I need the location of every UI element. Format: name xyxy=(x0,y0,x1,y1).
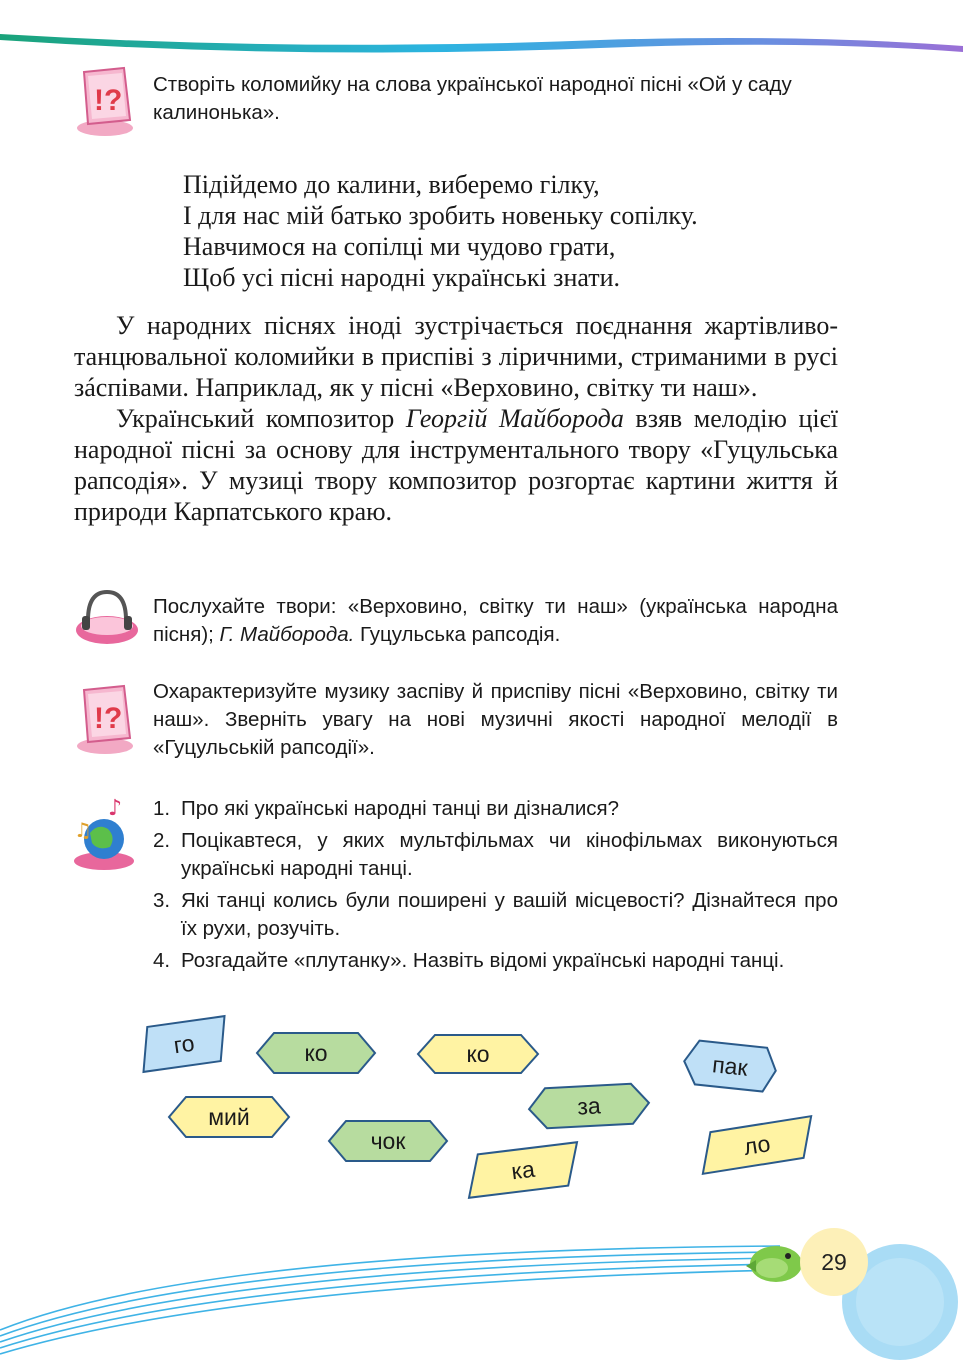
svg-text:♫: ♫ xyxy=(74,818,92,842)
item-number: 4. xyxy=(153,949,171,972)
syllable-tile xyxy=(527,1082,651,1130)
syllable-text: пак xyxy=(711,1050,749,1081)
syllable-tile xyxy=(328,1120,448,1162)
questions-list xyxy=(153,795,838,979)
poem xyxy=(183,169,698,293)
item-number: 2. xyxy=(153,829,171,852)
text: взяв мелодію цієї народної пісні за основу для інструментального твору «Гуцульська рапсодія». У музиці твору композитор розгортає картини життя й природи Карпатського краю. xyxy=(74,404,838,526)
main-text xyxy=(74,310,838,527)
syllable-text: ло xyxy=(741,1129,773,1160)
svg-text:♪: ♪ xyxy=(108,796,123,821)
page-number: 29 xyxy=(821,1249,847,1275)
question-book-icon xyxy=(72,64,138,138)
question-book-icon xyxy=(72,682,138,756)
item-text: Розгадайте «плутанку». Назвіть відомі українські народні танці. xyxy=(181,949,785,972)
list-item xyxy=(153,795,838,823)
author-name: Г. Майборода. xyxy=(219,623,355,646)
item-text: Які танці колись були поширені у вашій місцевості? Дізнайтеся про їх рухи, розучіть. xyxy=(181,889,838,940)
list-item xyxy=(153,827,838,883)
syllable-tile xyxy=(168,1096,290,1138)
list-item xyxy=(153,947,838,975)
syllable-text: за xyxy=(576,1091,602,1120)
syllable-text: ко xyxy=(304,1039,328,1066)
text: Гуцульська рапсодія. xyxy=(354,623,561,646)
globe-music-icon xyxy=(68,793,138,873)
listen-task xyxy=(153,593,838,649)
poem-line: Навчимося на сопілці ми чудово грати, xyxy=(183,232,616,261)
top-banner xyxy=(0,0,963,60)
composer-name: Георгій Майборода xyxy=(405,404,624,433)
list-item xyxy=(153,887,838,943)
item-text: Поцікавтеся, у яких мультфільмах чи кінофільмах виконуються українські народні танці. xyxy=(181,829,838,880)
svg-text:!?: !? xyxy=(94,702,123,735)
syllable-tile xyxy=(462,1141,584,1199)
item-number: 1. xyxy=(153,797,171,820)
syllable-tile xyxy=(417,1034,539,1074)
text: Послухайте твори: «Верховино, світку ти наш» (українська народна пісня); xyxy=(153,595,838,646)
syllable-text: мий xyxy=(208,1103,250,1130)
text: Український композитор xyxy=(116,404,406,433)
task-create-kolomyika: Створіть коломийку на слова української народної пісні «Ой у саду калинонька». xyxy=(153,73,792,124)
task-characterize: Охарактеризуйте музику заспіву й приспіву пісні «Верховино, світку ти наш». Зверніть увагу на нові музичні якості народної мелодії в «Гуцульській рапсодії». xyxy=(153,680,838,759)
syllable-text: ка xyxy=(509,1155,537,1184)
paragraph-composer xyxy=(74,403,838,527)
item-text: Про які українські народні танці ви дізналися? xyxy=(181,797,620,820)
poem-line: Підійдемо до калини, виберемо гілку, xyxy=(183,170,600,199)
bird-icon xyxy=(742,1236,808,1286)
syllable-tile xyxy=(256,1032,376,1074)
svg-text:!?: !? xyxy=(94,84,123,117)
syllable-text: го xyxy=(171,1029,196,1058)
syllable-tile xyxy=(133,1014,235,1075)
poem-line: Щоб усі пісні народні українські знати. xyxy=(183,263,620,292)
poem-line: І для нас мій батько зробить новеньку сопілку. xyxy=(183,201,698,230)
paragraph-kolomyika: У народних піснях іноді зустрічається поєднання жартівливо-танцювальної коломийки в приспіві з ліричними, стриманими в русі зáспівами. Наприклад, як у пісні «Верховино, світку ти наш». xyxy=(74,311,838,402)
syllable-tile xyxy=(694,1115,819,1175)
syllable-text: ко xyxy=(466,1040,490,1067)
syllable-tile xyxy=(681,1038,779,1094)
item-number: 3. xyxy=(153,889,171,912)
syllable-text: чок xyxy=(370,1127,406,1154)
headphones-icon xyxy=(72,586,142,652)
